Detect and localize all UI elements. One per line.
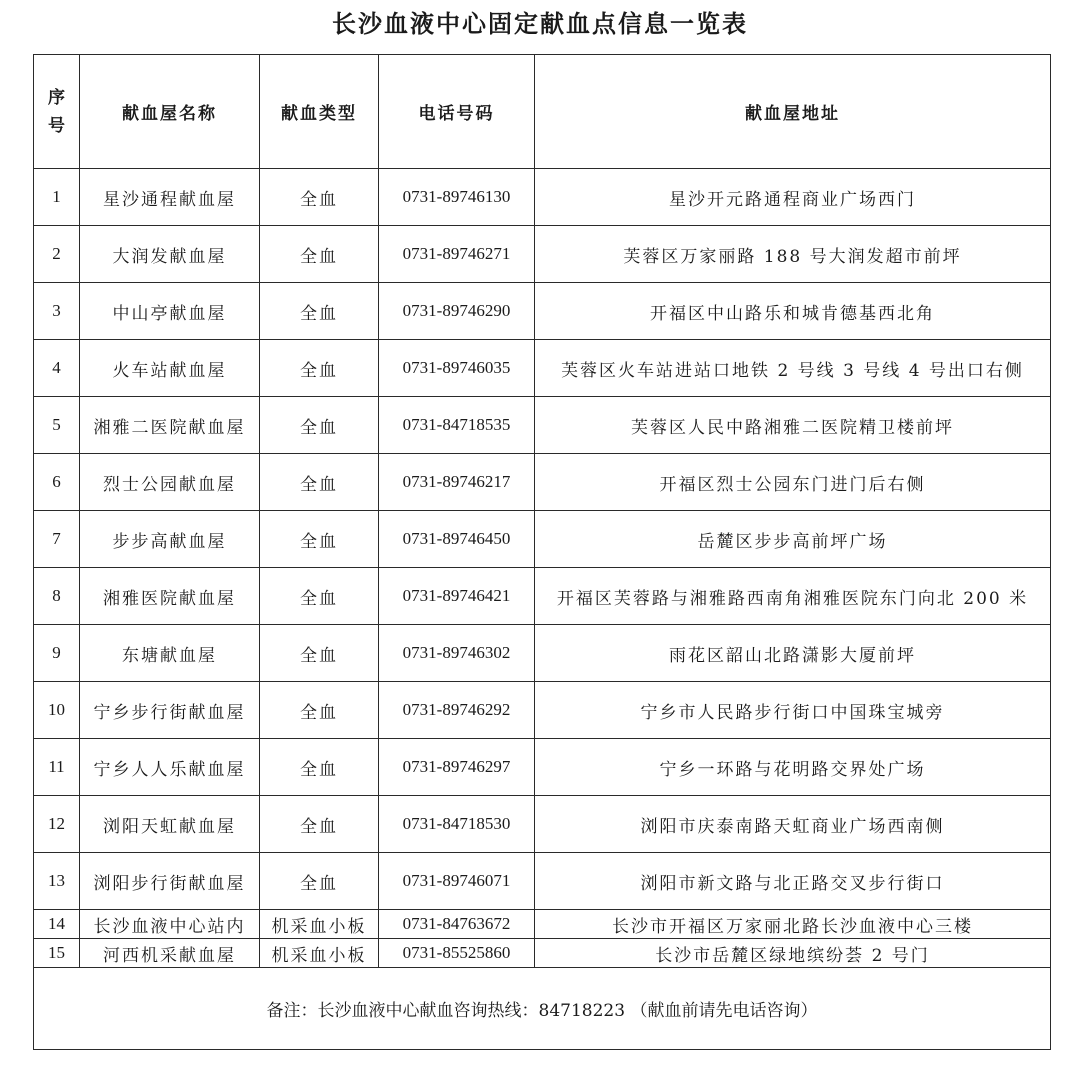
cell-phone: 0731-84763672 (379, 910, 535, 939)
table-header-row (34, 55, 1051, 169)
cell-address: 开福区芙蓉路与湘雅路西南角湘雅医院东门向北 200 米 (535, 568, 1051, 625)
cell-phone: 0731-85525860 (379, 939, 535, 968)
table-row (34, 939, 1051, 968)
cell-type: 机采血小板 (260, 939, 379, 968)
cell-seq: 15 (34, 939, 80, 968)
cell-phone: 0731-89746271 (379, 226, 535, 283)
cell-name: 湘雅医院献血屋 (80, 568, 260, 625)
cell-type: 全血 (260, 340, 379, 397)
table-row (34, 910, 1051, 939)
cell-phone: 0731-84718535 (379, 397, 535, 454)
cell-seq: 3 (34, 283, 80, 340)
cell-address: 开福区中山路乐和城肯德基西北角 (535, 283, 1051, 340)
table-row (34, 625, 1051, 682)
header-phone: 电话号码 (379, 55, 535, 169)
cell-address: 雨花区韶山北路潇影大厦前坪 (535, 625, 1051, 682)
hotline-note: 备注：长沙血液中心献血咨询热线：84718223 （献血前请先电话咨询） (34, 968, 1051, 1050)
table-row (34, 397, 1051, 454)
table-row (34, 853, 1051, 910)
table-row (34, 454, 1051, 511)
cell-type: 全血 (260, 511, 379, 568)
cell-address: 芙蓉区人民中路湘雅二医院精卫楼前坪 (535, 397, 1051, 454)
table-row (34, 739, 1051, 796)
cell-phone: 0731-89746297 (379, 739, 535, 796)
cell-address: 宁乡一环路与花明路交界处广场 (535, 739, 1051, 796)
cell-type: 全血 (260, 682, 379, 739)
cell-seq: 5 (34, 397, 80, 454)
table-row (34, 340, 1051, 397)
cell-name: 大润发献血屋 (80, 226, 260, 283)
header-type: 献血类型 (260, 55, 379, 169)
cell-name: 长沙血液中心站内 (80, 910, 260, 939)
header-seq-line2: 号 (48, 115, 65, 136)
cell-type: 全血 (260, 568, 379, 625)
cell-name: 星沙通程献血屋 (80, 169, 260, 226)
cell-type: 全血 (260, 796, 379, 853)
cell-type: 全血 (260, 169, 379, 226)
cell-phone: 0731-89746292 (379, 682, 535, 739)
cell-address: 岳麓区步步高前坪广场 (535, 511, 1051, 568)
page-title: 长沙血液中心固定献血点信息一览表 (332, 9, 748, 38)
cell-address: 芙蓉区万家丽路 188 号大润发超市前坪 (535, 226, 1051, 283)
cell-seq: 9 (34, 625, 80, 682)
cell-name: 东塘献血屋 (80, 625, 260, 682)
cell-address: 芙蓉区火车站进站口地铁 2 号线 3 号线 4 号出口右侧 (535, 340, 1051, 397)
blood-donation-table (33, 54, 1051, 1050)
cell-phone: 0731-89746421 (379, 568, 535, 625)
header-address: 献血屋地址 (535, 55, 1051, 169)
cell-name: 浏阳天虹献血屋 (80, 796, 260, 853)
table-row (34, 682, 1051, 739)
table-row (34, 796, 1051, 853)
cell-seq: 14 (34, 910, 80, 939)
cell-name: 烈士公园献血屋 (80, 454, 260, 511)
cell-type: 全血 (260, 397, 379, 454)
cell-phone: 0731-89746071 (379, 853, 535, 910)
table-row (34, 511, 1051, 568)
cell-name: 宁乡步行街献血屋 (80, 682, 260, 739)
cell-name: 浏阳步行街献血屋 (80, 853, 260, 910)
cell-seq: 11 (34, 739, 80, 796)
cell-phone: 0731-89746035 (379, 340, 535, 397)
cell-name: 宁乡人人乐献血屋 (80, 739, 260, 796)
cell-seq: 8 (34, 568, 80, 625)
cell-address: 开福区烈士公园东门进门后右侧 (535, 454, 1051, 511)
cell-phone: 0731-89746302 (379, 625, 535, 682)
table-row (34, 169, 1051, 226)
cell-seq: 13 (34, 853, 80, 910)
table-row (34, 226, 1051, 283)
table-row (34, 568, 1051, 625)
cell-seq: 1 (34, 169, 80, 226)
note-row (34, 968, 1051, 1050)
cell-type: 全血 (260, 853, 379, 910)
cell-address: 浏阳市新文路与北正路交叉步行街口 (535, 853, 1051, 910)
cell-phone: 0731-84718530 (379, 796, 535, 853)
cell-seq: 10 (34, 682, 80, 739)
cell-name: 湘雅二医院献血屋 (80, 397, 260, 454)
header-seq (34, 55, 80, 169)
cell-type: 机采血小板 (260, 910, 379, 939)
cell-seq: 7 (34, 511, 80, 568)
cell-seq: 2 (34, 226, 80, 283)
cell-phone: 0731-89746130 (379, 169, 535, 226)
cell-seq: 6 (34, 454, 80, 511)
cell-name: 步步高献血屋 (80, 511, 260, 568)
cell-name: 火车站献血屋 (80, 340, 260, 397)
header-seq-line1: 序 (48, 87, 65, 108)
cell-phone: 0731-89746290 (379, 283, 535, 340)
cell-address: 星沙开元路通程商业广场西门 (535, 169, 1051, 226)
cell-address: 浏阳市庆泰南路天虹商业广场西南侧 (535, 796, 1051, 853)
table-row (34, 283, 1051, 340)
header-name: 献血屋名称 (80, 55, 260, 169)
cell-phone: 0731-89746217 (379, 454, 535, 511)
cell-type: 全血 (260, 454, 379, 511)
cell-seq: 4 (34, 340, 80, 397)
cell-address: 长沙市开福区万家丽北路长沙血液中心三楼 (535, 910, 1051, 939)
cell-type: 全血 (260, 739, 379, 796)
cell-address: 长沙市岳麓区绿地缤纷荟 2 号门 (535, 939, 1051, 968)
cell-phone: 0731-89746450 (379, 511, 535, 568)
cell-type: 全血 (260, 283, 379, 340)
cell-name: 河西机采献血屋 (80, 939, 260, 968)
cell-type: 全血 (260, 226, 379, 283)
cell-address: 宁乡市人民路步行街口中国珠宝城旁 (535, 682, 1051, 739)
cell-name: 中山亭献血屋 (80, 283, 260, 340)
cell-seq: 12 (34, 796, 80, 853)
cell-type: 全血 (260, 625, 379, 682)
